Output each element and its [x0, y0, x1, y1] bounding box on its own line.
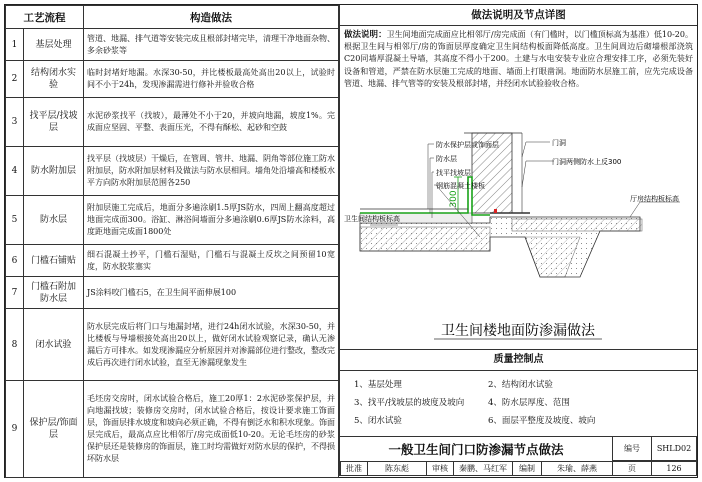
row-number: 1: [6, 29, 24, 61]
label-room-level: 厅房结构板标高: [630, 195, 679, 203]
table-row: [6, 277, 339, 309]
label-waterproof: 防水层: [436, 155, 457, 163]
row-number: 2: [6, 61, 24, 98]
label-leveling: 找平找坡层: [436, 169, 471, 177]
process-table: [5, 5, 339, 478]
header-method: 构造做法: [84, 6, 339, 29]
table-row: [6, 147, 339, 196]
page-number: 126: [651, 461, 697, 476]
row-desc: 管道、地漏、排气道等安装完成且根部封堵完毕，清理干净地面杂物、多余砂浆等: [84, 29, 339, 61]
row-step: 基层处理: [24, 29, 84, 61]
drawing-title: 一般卫生间门口防渗漏节点做法: [340, 436, 613, 462]
qc-item: 2、结构闭水试验: [488, 380, 553, 390]
row-desc: 防水层完成后将门口与地漏封堵，进行24h闭水试验，水深30-50，并比楼板与导墙根接处高出20以上，做好闭水试验观察记录，确认无渗漏后方可排水。如发现渗漏应分析原因并对渗漏部位进行整改，整改完成后再次进行闭水试验，直至无渗漏现象发生: [84, 309, 339, 381]
row-number: 5: [6, 196, 24, 245]
note-label: 做法说明：: [344, 30, 387, 40]
row-step: 防水附加层: [24, 147, 84, 196]
row-number: 7: [6, 277, 24, 309]
table-row: [6, 381, 339, 478]
row-step: 找平层/找坡层: [24, 98, 84, 147]
row-step: 结构闭水实验: [24, 61, 84, 98]
code-label: 编号: [612, 436, 652, 461]
row-number: 6: [6, 245, 24, 277]
row-desc: 水泥砂浆找平（找坡），最薄处不小于20，并坡向地漏，坡度1%。完成面应坚固、平整、表面压光，不得有酥松、起砂和空鼓: [84, 98, 339, 147]
row-desc: 毛坯房交房时，闭水试验合格后，施工20厚1：2水泥砂浆保护层，并向地漏找坡；装修房交房时，闭水试验合格后，按设计要求施工饰面层，饰面层排水坡度和坡向必须正确，不得有倒泛水和积水现象。饰面层完成后，最高点应比相邻厅/房完成面低10-20。无论毛坯房的砂浆保护层还是装修房的饰面层，施工时均需做好对防水层的保护，不得损坏防水层: [84, 381, 339, 478]
review-label: 审核: [426, 461, 454, 476]
row-desc: 附加层施工完成后，地面分多遍涂刷1.5厚JS防水，四周上翻高度超过地面完成面300。浴缸、淋浴间墙面分多遍涂刷0.6厚JS防水涂料，高度距地面完成面1800处: [84, 196, 339, 245]
row-number: 3: [6, 98, 24, 147]
drawing-sheet: [4, 4, 698, 478]
row-step: 门槛石铺贴: [24, 245, 84, 277]
table-row: [6, 61, 339, 98]
page-label: 页: [612, 461, 652, 476]
reviewers: 秦鹏、马红军: [453, 461, 513, 476]
qc-item: 1、基层处理: [354, 380, 402, 390]
qc-item: 3、找平/找坡层的坡度及坡向: [354, 398, 465, 408]
qc-item: 5、闭水试验: [354, 416, 402, 426]
slab: [360, 217, 642, 277]
row-step: 门槛石附加防水层: [24, 277, 84, 309]
table-row: [6, 245, 339, 277]
table-row: [6, 309, 339, 381]
row-step: 保护层/饰面层: [24, 381, 84, 478]
label-protective: 防水保护层或饰面层: [436, 141, 499, 149]
row-desc: 细石混凝土抄平，门槛石湿贴，门槛石与混凝土反坎之间预留10宽度，防水胶浆塞实: [84, 245, 339, 277]
table-header-row: [6, 6, 339, 29]
label-door-waterproof: 门洞两侧防水上反300: [552, 158, 622, 166]
method-note: [340, 26, 697, 130]
row-number: 8: [6, 309, 24, 381]
row-number: 4: [6, 147, 24, 196]
row-desc: 找平层（找坡层）干燥后，在管周、管井、地漏、阴角等部位施工防水附加层，防水附加层材料及做法与防水层相同。墙角处沿墙高和楼板水平方向防水附加层范围各250: [84, 147, 339, 196]
node-detail-diagram: [340, 127, 697, 349]
label-slab: 钢筋混凝土楼板: [436, 182, 485, 190]
row-desc: JS涂料咬门槛石5，在卫生间平面伸展100: [84, 277, 339, 309]
table-row: [6, 196, 339, 245]
approve-label: 批准: [340, 461, 368, 476]
approver: 陈东彪: [367, 461, 427, 476]
editors: 朱瑜、薛燕: [541, 461, 613, 476]
row-step: 闭水试验: [24, 309, 84, 381]
table-row: [6, 29, 339, 61]
row-step: 防水层: [24, 196, 84, 245]
label-door: 门洞: [552, 139, 566, 147]
row-desc: 临时封堵好地漏。水深30-50，并比楼板最高处高出20以上，试验时间不小于24h，发现渗漏需进行修补并验收合格: [84, 61, 339, 98]
label-bathroom-level: 卫生间结构板标高: [344, 215, 400, 223]
qc-item: 4、防水层厚度、范围: [488, 398, 570, 408]
right-header: 做法说明及节点详图: [340, 5, 697, 26]
row-number: 9: [6, 381, 24, 478]
red-marker: [494, 209, 497, 213]
dim-text: 300: [449, 190, 459, 208]
qc-list: [340, 370, 697, 436]
edit-label: 编制: [512, 461, 542, 476]
qc-title: 质量控制点: [340, 349, 697, 371]
title-block: [340, 436, 697, 476]
qc-item: 6、面层平整度及坡度、坡向: [488, 416, 596, 426]
code-value: SHLD02: [651, 436, 697, 461]
note-text: 卫生间地面完成面应比相邻厅/房完成面（有门槛时，以门槛顶标高为基准）低10-20。根据卫生间与相邻厅/房的饰面层厚度确定卫生间结构板面降低高度。卫生间周边后砌墙根部浇筑C20同墙厚混凝土导墙，其高度不得小于200。土建与水电安装专业应合理安排工序，必须先装好设备和管道，严禁在防水层施工完成的地面、墙面上打眼凿洞。地面防水层施工前，应先完成设备管道、地漏、排气管等的安装及根部封堵，并经闭水试验验收合格。: [344, 30, 693, 88]
diagram-caption: 卫生间楼地面防渗漏做法: [441, 323, 595, 339]
header-step: 工艺流程: [6, 6, 84, 29]
right-panel: [339, 5, 697, 476]
table-row: [6, 98, 339, 147]
